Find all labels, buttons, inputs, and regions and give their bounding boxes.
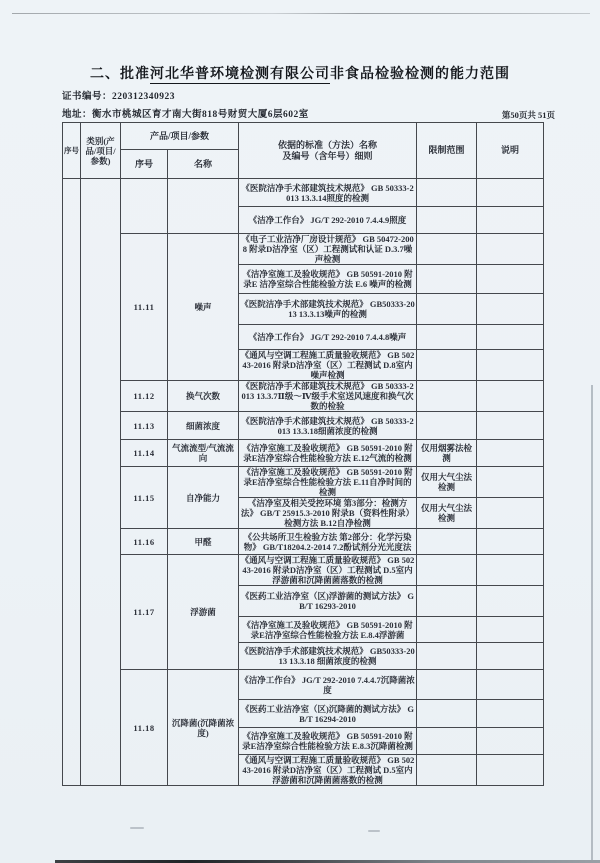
standard-method-cell: 《洁净室施工及验收规范》 GB 50591-2010 附录E洁净室综合性能检验方法 E.8.3沉降菌检测 — [239, 728, 417, 755]
title-prefix: 二、批准 — [90, 67, 150, 82]
note-cell — [477, 670, 544, 700]
note-cell — [477, 412, 544, 440]
item-name-cell: 沉降菌(沉降菌浓度) — [168, 670, 239, 786]
note-cell — [477, 265, 544, 294]
note-cell — [477, 440, 544, 467]
scan-artifact-right-edge — [591, 385, 593, 863]
item-name-cell: 浮游菌 — [168, 555, 239, 670]
item-name-cell: 自净能力 — [168, 467, 239, 529]
note-cell — [477, 350, 544, 381]
item-seq-cell: 11.11 — [121, 234, 168, 381]
limit-scope-cell — [417, 294, 477, 325]
limit-scope-cell: 仅用烟雾法检测 — [417, 440, 477, 467]
table-row — [63, 555, 544, 586]
note-cell — [477, 529, 544, 555]
header-sub-serial: 序号 — [121, 150, 168, 179]
limit-scope-cell — [417, 586, 477, 617]
standard-method-cell: 《通风与空调工程施工质量验收规范》 GB 50243-2016 附录D洁净室（区）工程测试 D.8室内噪声检测 — [239, 350, 417, 381]
note-cell — [477, 294, 544, 325]
note-cell — [477, 325, 544, 350]
standard-method-cell: 《医药工业洁净室（区)沉降菌的测试方法》 GB/T 16294-2010 — [239, 700, 417, 728]
item-seq-cell: 11.13 — [121, 412, 168, 440]
standard-method-cell: 《医院洁净手术部建筑技术规范》 GB 50333-2013 13.3.18细菌浓度的检测 — [239, 412, 417, 440]
certificate-number-label: 证书编号： — [62, 92, 113, 102]
limit-scope-cell — [417, 325, 477, 350]
note-cell — [477, 234, 544, 265]
note-cell — [477, 555, 544, 586]
table-row — [63, 412, 544, 440]
page-title — [0, 63, 600, 83]
standard-method-cell: 《电子工业洁净厂房设计规范》 GB 50472-2008 附录D洁净室（区）工程测试和认证 D.3.7噪声检测 — [239, 234, 417, 265]
standard-method-cell: 《医院洁净手术部建筑技术规范》 GB50333-2013 13.3.13噪声的检测 — [239, 294, 417, 325]
note-cell — [477, 586, 544, 617]
page-number-indicator: 第50页共 51页 — [501, 110, 555, 120]
header-serial: 序号 — [63, 123, 81, 179]
item-name-cell: 甲醛 — [168, 529, 239, 555]
item-name-cell: 细菌浓度 — [168, 412, 239, 440]
scan-artifact-smudge — [368, 830, 380, 832]
table-row — [63, 670, 544, 700]
header-limit: 限制范围 — [417, 123, 477, 179]
header-standard-line2: 及编号（含年号）细则 — [282, 150, 373, 161]
table-row — [63, 381, 544, 412]
limit-scope-cell — [417, 643, 477, 670]
table-row — [63, 467, 544, 498]
item-name-cell: 噪声 — [168, 234, 239, 381]
capability-scope-table — [62, 122, 544, 786]
limit-scope-cell — [417, 755, 477, 786]
certificate-number-value: 220312340923 — [112, 92, 176, 102]
limit-scope-cell — [417, 529, 477, 555]
item-seq-cell: 11.14 — [121, 440, 168, 467]
address-label: 地址： — [62, 110, 93, 120]
body-serial-cell — [63, 179, 81, 786]
note-cell — [477, 700, 544, 728]
limit-scope-cell — [417, 179, 477, 207]
header-note: 说明 — [477, 123, 544, 179]
standard-method-cell: 《医院洁净手术部建筑技术规范》 GB 50333-2013 13.3.7Ⅱ级～Ⅳ级手术室送风速度和换气次数的检验 — [239, 381, 417, 412]
scan-artifact-top-line — [12, 13, 590, 14]
note-cell — [477, 728, 544, 755]
header-sub-name: 名称 — [168, 150, 239, 179]
table-row — [63, 440, 544, 467]
standard-method-cell: 《洁净室施工及验收规范》 GB 50591-2010 附录E洁净室综合性能检验方法 E.8.4浮游菌 — [239, 617, 417, 643]
note-cell — [477, 179, 544, 207]
table-row — [63, 179, 544, 207]
item-seq-cell — [121, 179, 168, 234]
address-line — [62, 106, 309, 120]
standard-method-cell: 《洁净工作台》 JG/T 292-2010 7.4.4.8噪声 — [239, 325, 417, 350]
limit-scope-cell — [417, 617, 477, 643]
header-standard-line1: 依据的标准（方法）名称 — [278, 139, 378, 150]
limit-scope-cell — [417, 381, 477, 412]
standard-method-cell: 《洁净工作台》 JG/T 292-2010 7.4.4.7沉降菌浓度 — [239, 670, 417, 700]
standard-method-cell: 《洁净工作台》 JG/T 292-2010 7.4.4.9照度 — [239, 207, 417, 234]
item-seq-cell: 11.12 — [121, 381, 168, 412]
header-product-group: 产品/项目/参数 — [121, 123, 239, 150]
standard-method-cell: 《医药工业洁净室（区)浮游菌的测试方法》 GB/T 16293-2010 — [239, 586, 417, 617]
header-row-1 — [63, 123, 544, 150]
item-seq-cell: 11.15 — [121, 467, 168, 529]
limit-scope-cell — [417, 728, 477, 755]
item-seq-cell: 11.16 — [121, 529, 168, 555]
item-seq-cell: 11.17 — [121, 555, 168, 670]
note-cell — [477, 498, 544, 529]
note-cell — [477, 467, 544, 498]
standard-method-cell: 《公共场所卫生检验方法 第2部分：化学污染物》 GB/T18204.2-2014 7.2酚试剂分光光度法 — [239, 529, 417, 555]
standard-method-cell: 《通风与空调工程施工质量验收规范》 GB 50243-2016 附录D洁净室（区）工程测试 D.5室内浮游菌和沉降菌菌落数的检测 — [239, 755, 417, 786]
note-cell — [477, 207, 544, 234]
header-standard — [239, 123, 417, 179]
note-cell — [477, 755, 544, 786]
limit-scope-cell — [417, 207, 477, 234]
table-row — [63, 529, 544, 555]
limit-scope-cell — [417, 265, 477, 294]
title-suffix: 非食品检验检测的能力范围 — [330, 67, 510, 82]
limit-scope-cell — [417, 350, 477, 381]
note-cell — [477, 381, 544, 412]
standard-method-cell: 《洁净室施工及验收规范》 GB 50591-2010 附录E 洁净室综合性能检验方法 E.6 噪声的检测 — [239, 265, 417, 294]
standard-method-cell: 《洁净室及相关受控环境 第3部分：检测方法》 GB/T 25915.3-2010 附录B（资料性附录）检测方法 B.12自净检测 — [239, 498, 417, 529]
body-category-cell — [81, 179, 121, 786]
standard-method-cell: 《医院洁净手术部建筑技术规范》 GB50333-2013 13.3.18 细菌浓度的检测 — [239, 643, 417, 670]
note-cell — [477, 617, 544, 643]
certificate-number-line — [62, 88, 175, 102]
capability-table-body — [63, 179, 544, 786]
item-name-cell: 换气次数 — [168, 381, 239, 412]
scan-artifact-smudge — [130, 827, 144, 829]
standard-method-cell: 《洁净室施工及验收规范》 GB 50591-2010 附录E洁净室综合性能检验方法 E.11自净时间的检测 — [239, 467, 417, 498]
item-name-cell — [168, 179, 239, 234]
limit-scope-cell: 仅用大气尘法检测 — [417, 498, 477, 529]
table-row — [63, 234, 544, 265]
title-company-name: 河北华普环境检测有限公司 — [150, 67, 330, 82]
limit-scope-cell — [417, 234, 477, 265]
limit-scope-cell — [417, 700, 477, 728]
item-name-cell: 气流流型/气流流向 — [168, 440, 239, 467]
note-cell — [477, 643, 544, 670]
limit-scope-cell — [417, 670, 477, 700]
address-value: 衡水市桃城区育才南大街818号财贸大厦6层602室 — [92, 110, 309, 120]
standard-method-cell: 《洁净室施工及验收规范》 GB 50591-2010 附录E洁净室综合性能检验方法 E.12气流的检测 — [239, 440, 417, 467]
table-header — [63, 123, 544, 179]
limit-scope-cell — [417, 412, 477, 440]
limit-scope-cell: 仅用大气尘法检测 — [417, 467, 477, 498]
limit-scope-cell — [417, 555, 477, 586]
standard-method-cell: 《医院洁净手术部建筑技术规范》 GB 50333-2013 13.3.14照度的检测 — [239, 179, 417, 207]
standard-method-cell: 《通风与空调工程施工质量验收规范》 GB 50243-2016 附录D洁净室（区）工程测试 D.5室内浮游菌和沉降菌菌落数的检测 — [239, 555, 417, 586]
item-seq-cell: 11.18 — [121, 670, 168, 786]
header-category: 类别(产品/项目/参数) — [81, 123, 121, 179]
